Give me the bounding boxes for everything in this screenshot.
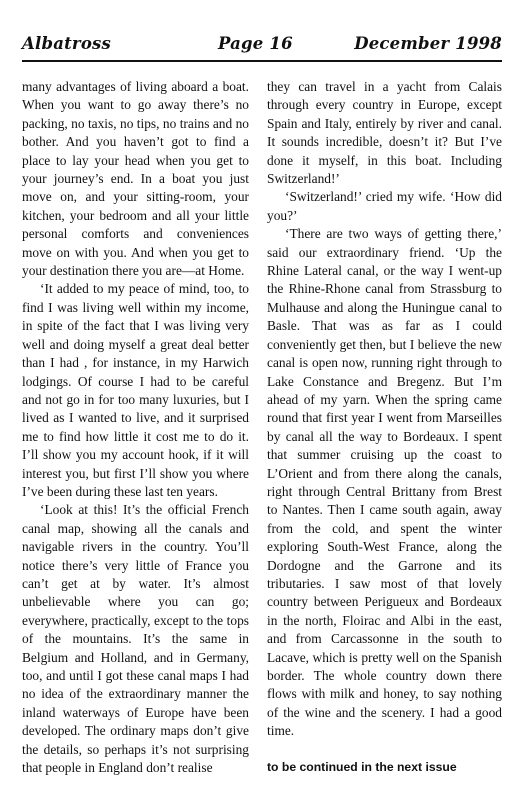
paragraph: ‘Switzerland!’ cried my wife. ‘How did you?’: [267, 189, 502, 223]
paragraph: ‘It added to my peace of mind, too, to find I was living well within my income, in spite of the fact that I was living very well and doing myself a great deal better than I had , for instance, in my Harwich lodgings. Of course I had to be careful and not go in for too many luxuries, but I lived as I wanted to live, and it surprised me to find how little it cost me to do it. I’ll show you my account hook, if it will interest you, but first I’ll show you where I’ve been during these last ten years.: [22, 281, 249, 499]
paragraph: ‘Look at this! It’s the official French canal map, showing all the canals and navigable rivers in the country. You’ll notice there’s very little of France you can’t get at by water. It’s almost unbelievable where you can go; everywhere, practically, except to the tops of the mountains. It’s the same in Belgium and Holland, and in Germany, too, and until I got these canal maps I had no idea of the extraordinary manner the inland waterways of Europe have been developed. The ordinary maps don’t give the details, so perhaps it’s not surprising that people in England don’t realise: [22, 502, 249, 776]
publication-title: Albatross: [22, 34, 111, 53]
paragraph: ‘There are two ways of getting there,’ said our extraordinary friend. ‘Up the Rhine Lateral canal, or the way I went-up the Rhine-Rhone canal from Strassburg to Mulhause and along the Huningue canal to Basle. That was as far as I could conveniently get then, but I believe the new canal is open now, running right through to Lake Constance and Bregenz. But I’m ahead of my yarn. When the spring came round that first year I went from Marseilles by canal all the way to Bordeaux. I spent that summer cruising up the coast to L’Orient and from there along the canals, right through Central Brittany from Brest to Nantes. Then I came south again, away from the cold, and spent the winter exploring South-West France, along the Dordogne and the Garrone and its tributaries. I saw most of that lovely country between Perigueux and Bordeaux in the north, Floirac and Albi in the east, and from Carcassonne in the south to Lacave, which is pretty well on the Spanish border. The whole country down there flows with milk and honey, to say nothing of the wine and the scenery. I had a good time.: [267, 226, 502, 739]
paragraph: many advantages of living aboard a boat. When you want to go away there’s no packing, no taxis, no tips, no trains and no bother. And you haven’t got to find a place to lay your head when you get to your journey’s end. In a boat you just move on, and your sitting-room, your kitchen, your bedroom and all your little personal comforts and conveniences move on with you. And when you get to your destination there you are—at Home.: [22, 79, 249, 279]
article-column-right: [267, 78, 502, 776]
article-column-left: [22, 78, 249, 777]
issue-date: December 1998: [354, 34, 502, 53]
continued-note: to be continued in the next issue: [267, 759, 457, 774]
paragraph: they can travel in a yacht from Calais through every country in Europe, except Spain and Italy, entirely by river and canal. It sounds incredible, doesn’t it? But I’ve done it myself, in this boat. Including Switzerland!’: [267, 79, 502, 187]
page-number: Page 16: [218, 34, 293, 53]
page-header: [22, 30, 502, 62]
